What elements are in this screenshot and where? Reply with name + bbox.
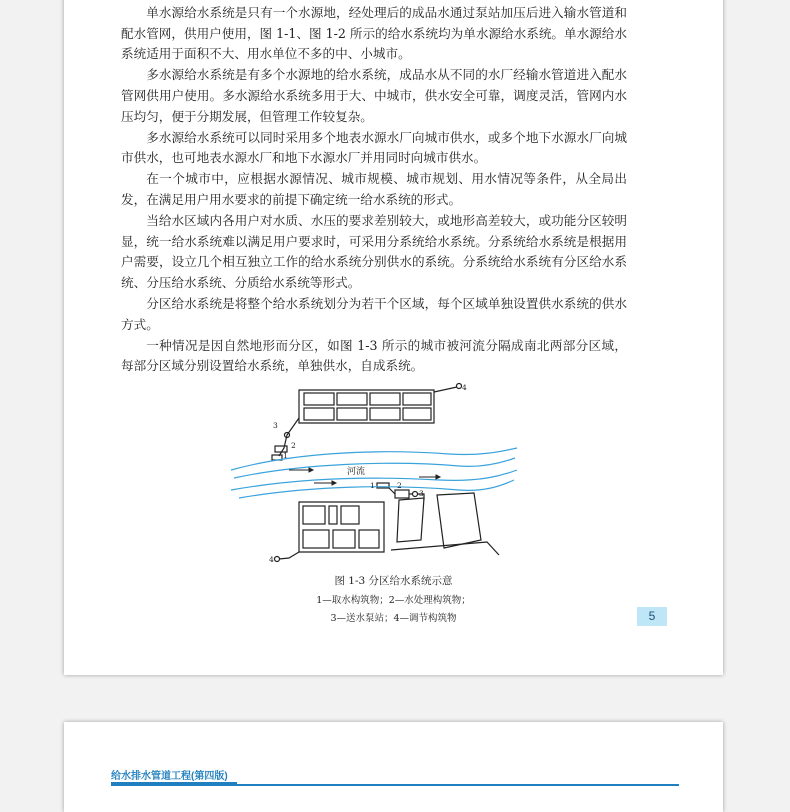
paragraph-7: 分区给水系统是将整个给水系统划分为若干个区域，每个区域单独设置供水系统的供水方式。	[121, 295, 627, 332]
north-city-blocks	[299, 390, 434, 423]
book-page-5	[64, 0, 723, 675]
south-pump-station	[413, 492, 418, 497]
label-1-south: 1	[370, 481, 375, 490]
paragraph-8: 一种情况是因自然地形而分区，如图 1-3 所示的城市被河流分隔成南北两部分区域，每部分区域分别设置给水系统，单独供水，自成系统。	[121, 337, 627, 374]
label-1-north: 1	[283, 451, 288, 460]
paragraph-5: 在一个城市中，应根据水源情况、城市规模、城市规划、用水情况等条件，从全局出发，在满足用户用水要求的前提下确定统一给水系统的形式。	[121, 171, 627, 207]
label-3-north: 3	[273, 421, 278, 430]
running-header: 给水排水管道工程(第四版)	[111, 771, 228, 782]
paragraph-6: 当给水区域内各用户对水质、水压的要求差别较大，或地形高差较大，或功能分区较明显，统一给水系统难以满足用户要求时，可采用分系统给水系统。分系统给水系统是根据用户需要，设立几个相互独立工作的给水系统分别供水的系统。分系统给水系统有分区给水系统、分压给水系统、分质给水系统等形式。	[121, 212, 627, 291]
south-treatment-plant	[395, 490, 409, 498]
figure-legend-line-2: 3—送水泵站；4—调节构筑物	[330, 613, 457, 624]
book-page-6	[64, 722, 723, 812]
label-2-south: 2	[397, 481, 402, 490]
figure-caption: 图 1-3 分区给水系统示意	[334, 575, 453, 587]
paragraph-4: 多水源给水系统可以同时采用多个地表水源水厂向城市供水，或多个地下水源水厂向城市供水，也可地表水源水厂和地下水源水厂并用同时向城市供水。	[121, 129, 627, 166]
paragraph-3: 多水源给水系统是有多个水源地的给水系统，成品水从不同的水厂经输水管道进入配水管网供用户使用。多水源给水系统多用于大、中城市，供水安全可靠，调度灵活，管网内水压均匀，便于分期发展，但管理工作较复杂。	[121, 67, 627, 124]
page-number: 5	[637, 607, 667, 626]
header-rule-accent	[111, 782, 237, 786]
north-regulation-tank	[457, 384, 462, 389]
label-3-south: 3	[419, 489, 424, 498]
label-4-south: 4	[269, 555, 274, 564]
paragraph-2: 单水源给水系统是只有一个水源地，经处理后的成品水通过泵站加压后进入输水管道和配水管网，供用户使用，图 1-1、图 1-2 所示的给水系统均为单水源给水系统。单水源给水系统适用于面积不大、用水单位不多的中、小城市。	[121, 4, 627, 62]
body-text	[121, 0, 627, 377]
label-2-north: 2	[291, 441, 296, 450]
zoned-water-supply-diagram	[229, 383, 519, 570]
river-label: 河流	[347, 467, 366, 477]
label-4-north: 4	[462, 383, 467, 392]
south-regulation-tank	[275, 557, 280, 562]
figure-legend-line-1: 1—取水构筑物；2—水处理构筑物；	[316, 595, 471, 606]
south-city-blocks	[299, 493, 499, 555]
